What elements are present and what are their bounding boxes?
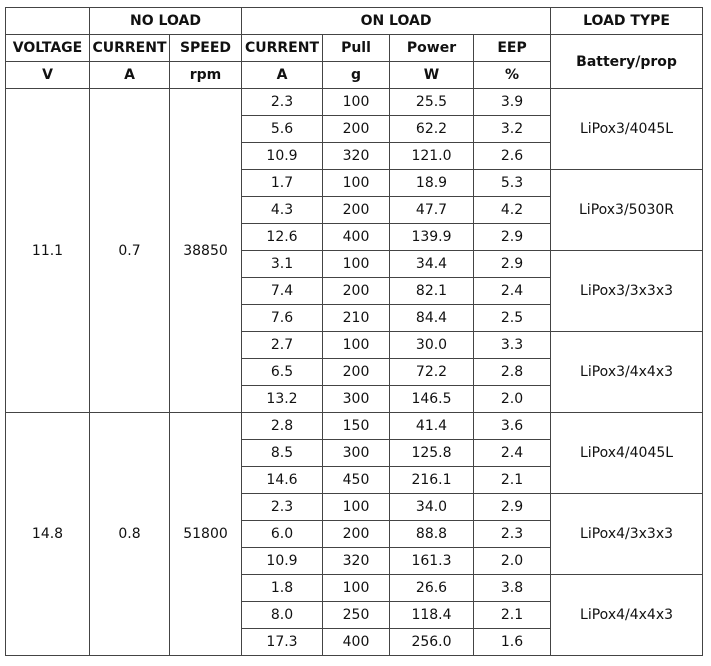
on-load-current-cell: 12.6 xyxy=(242,224,323,251)
power-cell: 161.3 xyxy=(390,548,474,575)
eep-cell: 2.0 xyxy=(474,386,551,413)
power-cell: 34.4 xyxy=(390,251,474,278)
load-type-cell: LiPox3/4045L xyxy=(551,89,703,170)
on-load-current-cell: 8.5 xyxy=(242,440,323,467)
on-load-current-cell: 10.9 xyxy=(242,548,323,575)
on-load-current-cell: 5.6 xyxy=(242,116,323,143)
power-unit: W xyxy=(390,62,474,89)
power-cell: 88.8 xyxy=(390,521,474,548)
speed-unit: rpm xyxy=(170,62,242,89)
power-cell: 139.9 xyxy=(390,224,474,251)
power-cell: 125.8 xyxy=(390,440,474,467)
power-cell: 84.4 xyxy=(390,305,474,332)
power-cell: 26.6 xyxy=(390,575,474,602)
power-cell: 62.2 xyxy=(390,116,474,143)
eep-cell: 2.5 xyxy=(474,305,551,332)
power-cell: 18.9 xyxy=(390,170,474,197)
load-type-cell: LiPox4/4x4x3 xyxy=(551,575,703,656)
eep-cell: 2.4 xyxy=(474,278,551,305)
pull-cell: 210 xyxy=(323,305,390,332)
no-load-current-cell: 0.8 xyxy=(90,413,170,656)
load-type-cell: LiPox3/3x3x3 xyxy=(551,251,703,332)
eep-cell: 2.9 xyxy=(474,251,551,278)
load-type-cell: LiPox4/3x3x3 xyxy=(551,494,703,575)
power-cell: 30.0 xyxy=(390,332,474,359)
eep-cell: 2.8 xyxy=(474,359,551,386)
pull-cell: 100 xyxy=(323,251,390,278)
on-load-current-cell: 8.0 xyxy=(242,602,323,629)
eep-cell: 2.9 xyxy=(474,224,551,251)
pull-cell: 200 xyxy=(323,359,390,386)
table-header xyxy=(6,8,703,89)
on-load-current-cell: 7.4 xyxy=(242,278,323,305)
eep-cell: 4.2 xyxy=(474,197,551,224)
eep-header: EEP xyxy=(474,35,551,62)
pull-cell: 400 xyxy=(323,629,390,656)
power-cell: 146.5 xyxy=(390,386,474,413)
power-cell: 34.0 xyxy=(390,494,474,521)
pull-cell: 320 xyxy=(323,548,390,575)
power-cell: 25.5 xyxy=(390,89,474,116)
on-load-current-cell: 4.3 xyxy=(242,197,323,224)
on-load-current-cell: 2.7 xyxy=(242,332,323,359)
pull-cell: 100 xyxy=(323,170,390,197)
pull-cell: 200 xyxy=(323,116,390,143)
table-body xyxy=(6,89,703,656)
pull-cell: 450 xyxy=(323,467,390,494)
voltage-header: VOLTAGE xyxy=(6,35,90,62)
pull-cell: 200 xyxy=(323,521,390,548)
on-load-current-cell: 3.1 xyxy=(242,251,323,278)
pull-cell: 400 xyxy=(323,224,390,251)
on-load-current-cell: 2.8 xyxy=(242,413,323,440)
on-load-header: ON LOAD xyxy=(242,8,551,35)
pull-cell: 100 xyxy=(323,89,390,116)
load-type-header: LOAD TYPE xyxy=(551,8,703,35)
voltage-cell: 11.1 xyxy=(6,89,90,413)
on-load-current-unit: A xyxy=(242,62,323,89)
table-row xyxy=(6,413,703,440)
on-load-current-cell: 2.3 xyxy=(242,89,323,116)
motor-performance-table xyxy=(5,7,703,656)
no-load-current-cell: 0.7 xyxy=(90,89,170,413)
on-load-current-cell: 2.3 xyxy=(242,494,323,521)
header-row-groups xyxy=(6,8,703,35)
load-type-cell: LiPox4/4045L xyxy=(551,413,703,494)
power-cell: 72.2 xyxy=(390,359,474,386)
power-cell: 118.4 xyxy=(390,602,474,629)
load-type-cell: LiPox3/4x4x3 xyxy=(551,332,703,413)
pull-cell: 300 xyxy=(323,440,390,467)
on-load-current-header: CURRENT xyxy=(242,35,323,62)
on-load-current-cell: 1.8 xyxy=(242,575,323,602)
speed-header: SPEED xyxy=(170,35,242,62)
pull-cell: 150 xyxy=(323,413,390,440)
load-type-cell: LiPox3/5030R xyxy=(551,170,703,251)
eep-cell: 3.3 xyxy=(474,332,551,359)
pull-cell: 100 xyxy=(323,494,390,521)
no-load-header: NO LOAD xyxy=(90,8,242,35)
speed-cell: 51800 xyxy=(170,413,242,656)
table-row xyxy=(6,89,703,116)
pull-cell: 300 xyxy=(323,386,390,413)
on-load-current-cell: 6.5 xyxy=(242,359,323,386)
empty-corner-cell xyxy=(6,8,90,35)
pull-header: Pull xyxy=(323,35,390,62)
on-load-current-cell: 17.3 xyxy=(242,629,323,656)
no-load-current-unit: A xyxy=(90,62,170,89)
voltage-cell: 14.8 xyxy=(6,413,90,656)
pull-cell: 320 xyxy=(323,143,390,170)
eep-cell: 2.3 xyxy=(474,521,551,548)
header-row-columns xyxy=(6,35,703,62)
eep-cell: 3.6 xyxy=(474,413,551,440)
on-load-current-cell: 6.0 xyxy=(242,521,323,548)
power-cell: 256.0 xyxy=(390,629,474,656)
on-load-current-cell: 13.2 xyxy=(242,386,323,413)
voltage-unit: V xyxy=(6,62,90,89)
power-cell: 216.1 xyxy=(390,467,474,494)
eep-cell: 2.0 xyxy=(474,548,551,575)
eep-unit: % xyxy=(474,62,551,89)
no-load-current-header: CURRENT xyxy=(90,35,170,62)
power-cell: 41.4 xyxy=(390,413,474,440)
power-cell: 121.0 xyxy=(390,143,474,170)
on-load-current-cell: 10.9 xyxy=(242,143,323,170)
eep-cell: 5.3 xyxy=(474,170,551,197)
eep-cell: 3.8 xyxy=(474,575,551,602)
pull-cell: 100 xyxy=(323,332,390,359)
power-header: Power xyxy=(390,35,474,62)
pull-cell: 250 xyxy=(323,602,390,629)
battery-prop-header: Battery/prop xyxy=(551,35,703,89)
pull-cell: 100 xyxy=(323,575,390,602)
pull-unit: g xyxy=(323,62,390,89)
pull-cell: 200 xyxy=(323,278,390,305)
eep-cell: 3.9 xyxy=(474,89,551,116)
eep-cell: 2.1 xyxy=(474,602,551,629)
eep-cell: 2.1 xyxy=(474,467,551,494)
speed-cell: 38850 xyxy=(170,89,242,413)
on-load-current-cell: 14.6 xyxy=(242,467,323,494)
eep-cell: 2.9 xyxy=(474,494,551,521)
on-load-current-cell: 7.6 xyxy=(242,305,323,332)
pull-cell: 200 xyxy=(323,197,390,224)
eep-cell: 2.6 xyxy=(474,143,551,170)
power-cell: 82.1 xyxy=(390,278,474,305)
power-cell: 47.7 xyxy=(390,197,474,224)
eep-cell: 2.4 xyxy=(474,440,551,467)
eep-cell: 3.2 xyxy=(474,116,551,143)
on-load-current-cell: 1.7 xyxy=(242,170,323,197)
eep-cell: 1.6 xyxy=(474,629,551,656)
